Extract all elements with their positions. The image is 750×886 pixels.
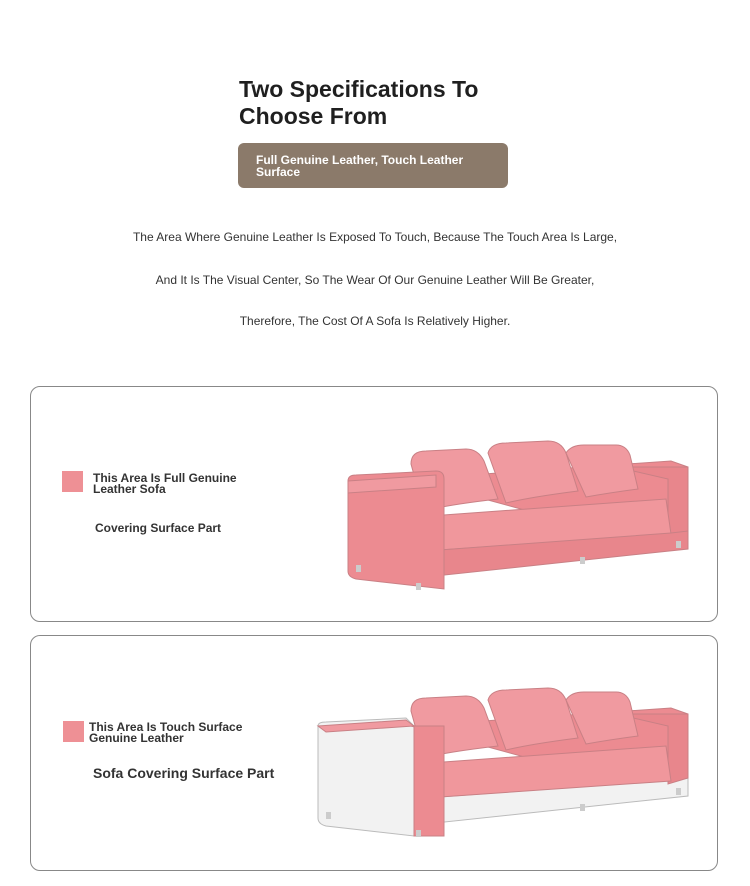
spec-label: This Area Is Full Genuine Leather Sofa bbox=[93, 471, 237, 496]
spec-panel-full-leather bbox=[30, 386, 718, 622]
spec-label: This Area Is Touch Surface Genuine Leather bbox=[89, 720, 243, 745]
spec-badge-text: Full Genuine Leather, Touch Leather Surface bbox=[256, 153, 464, 179]
leather-color-swatch bbox=[62, 471, 83, 492]
description-line-2: And It Is The Visual Center, So The Wear Of Our Genuine Leather Will Be Greater, bbox=[155, 273, 595, 287]
sofa-touch-surface-illustration bbox=[316, 686, 691, 841]
description-line-3: Therefore, The Cost Of A Sofa Is Relatively Higher. bbox=[239, 314, 511, 328]
spec-sublabel: Covering Surface Part bbox=[95, 521, 222, 535]
sofa-full-leather-illustration bbox=[316, 439, 691, 594]
leather-color-swatch bbox=[63, 721, 84, 742]
spec-panel-touch-surface bbox=[30, 635, 718, 871]
spec-sublabel: Sofa Covering Surface Part bbox=[93, 765, 275, 781]
description-line-1: The Area Where Genuine Leather Is Exposed To Touch, Because The Touch Area Is Large, bbox=[132, 230, 618, 244]
spec-badge bbox=[238, 143, 508, 188]
page-title: Two Specifications To Choose From bbox=[239, 76, 479, 129]
